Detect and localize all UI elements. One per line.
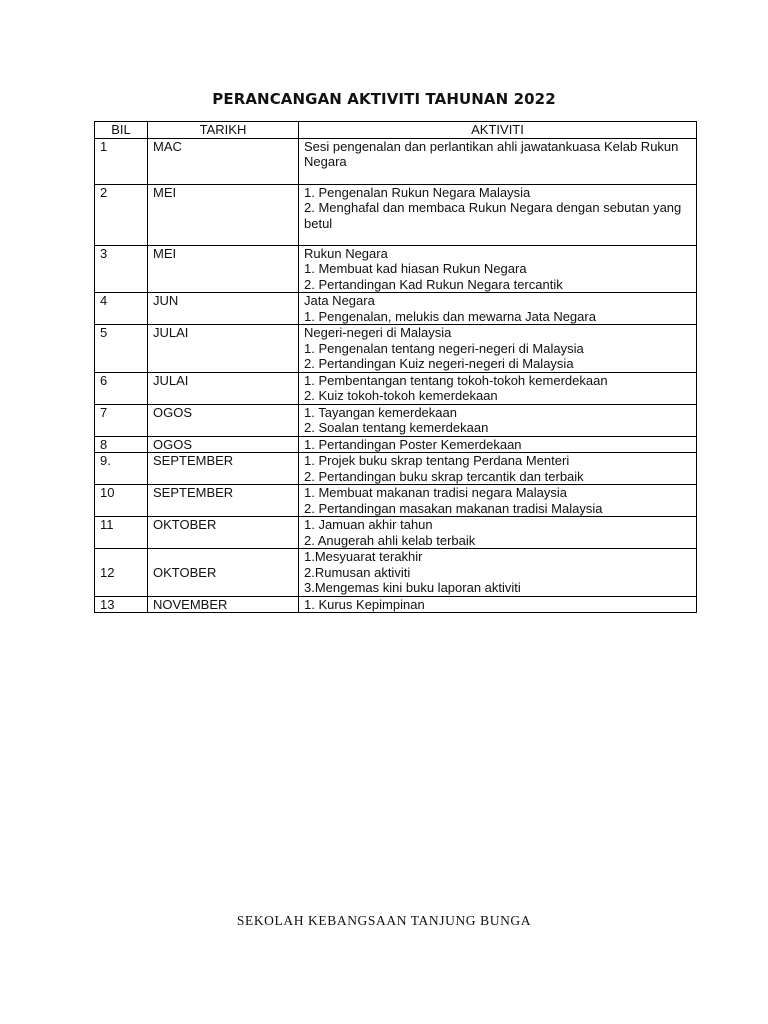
table-header-row — [95, 122, 697, 139]
activity-line: Sesi pengenalan dan perlantikan ahli jawatankuasa Kelab Rukun Negara — [304, 138, 679, 169]
activity-line: 1.Mesyuarat terakhir — [304, 549, 423, 564]
activity-line: 2. Pertandingan masakan makanan tradisi Malaysia — [304, 500, 603, 516]
activity-line: Jata Negara — [304, 293, 375, 308]
activity-line: 2. Pertandingan Kuiz negeri-negeri di Malaysia — [304, 356, 574, 371]
row-bil: 3 — [95, 245, 148, 293]
row-bil: 10 — [95, 485, 148, 517]
row-aktiviti — [299, 453, 697, 485]
row-bil: 6 — [95, 372, 148, 404]
row-aktiviti — [299, 517, 697, 549]
row-bil: 9. — [95, 453, 148, 485]
row-tarikh: MEI — [148, 184, 299, 245]
activity-line: 1. Pengenalan, melukis dan mewarna Jata Negara — [304, 308, 596, 324]
row-tarikh: SEPTEMBER — [148, 453, 299, 485]
row-bil: 4 — [95, 293, 148, 325]
activity-line: 1. Pertandingan Poster Kemerdekaan — [304, 436, 522, 452]
activity-line: 1. Jamuan akhir tahun — [304, 517, 433, 532]
activity-line: 1. Kurus Kepimpinan — [304, 596, 425, 612]
header-aktiviti: AKTIVITI — [299, 122, 697, 139]
school-name-footer: SEKOLAH KEBANGSAAN TANJUNG BUNGA — [236, 913, 532, 928]
activity-line: 2. Soalan tentang kemerdekaan — [304, 420, 489, 435]
row-aktiviti — [299, 293, 697, 325]
activity-line: 2. Menghafal dan membaca Rukun Negara dengan sebutan yang betul — [304, 200, 682, 231]
table-row — [95, 184, 697, 245]
activity-line: 1. Pengenalan Rukun Negara Malaysia — [304, 184, 531, 200]
activity-line: 2.Rumusan aktiviti — [304, 564, 411, 580]
page-title: PERANCANGAN AKTIVITI TAHUNAN 2022 — [212, 90, 556, 108]
row-bil: 13 — [95, 596, 148, 613]
activity-line: 1. Membuat kad hiasan Rukun Negara — [304, 261, 527, 276]
row-aktiviti — [299, 549, 697, 597]
activity-line: Rukun Negara — [304, 245, 388, 261]
row-tarikh: OGOS — [148, 404, 299, 436]
activity-line: 2. Kuiz tokoh-tokoh kemerdekaan — [304, 388, 498, 403]
row-bil: 2 — [95, 184, 148, 245]
activity-line: 2. Pertandingan Kad Rukun Negara tercantik — [304, 276, 563, 292]
row-tarikh: OKTOBER — [148, 517, 299, 549]
table-row — [95, 325, 697, 373]
table-row — [95, 549, 697, 597]
table-row — [95, 436, 697, 453]
row-aktiviti — [299, 436, 697, 453]
table-row — [95, 485, 697, 517]
table-row — [95, 293, 697, 325]
row-tarikh: JULAI — [148, 372, 299, 404]
row-tarikh: OKTOBER — [148, 549, 299, 597]
row-bil: 8 — [95, 436, 148, 453]
activity-line: 1. Pengenalan tentang negeri-negeri di Malaysia — [304, 340, 584, 356]
table-row — [95, 372, 697, 404]
activity-line: 1. Pembentangan tentang tokoh-tokoh kemerdekaan — [304, 372, 608, 388]
row-tarikh: JUN — [148, 293, 299, 325]
row-tarikh: MEI — [148, 245, 299, 293]
header-tarikh: TARIKH — [148, 122, 299, 139]
activity-line: 1. Projek buku skrap tentang Perdana Menteri — [304, 453, 570, 468]
table-row — [95, 138, 697, 184]
table-row — [95, 596, 697, 613]
activity-line: 3.Mengemas kini buku laporan aktiviti — [304, 580, 521, 595]
row-bil: 5 — [95, 325, 148, 373]
row-tarikh: OGOS — [148, 436, 299, 453]
row-bil: 1 — [95, 138, 148, 184]
row-aktiviti — [299, 596, 697, 613]
table-row — [95, 517, 697, 549]
row-tarikh: SEPTEMBER — [148, 485, 299, 517]
header-bil: BIL — [95, 122, 148, 139]
row-tarikh: MAC — [148, 138, 299, 184]
row-bil: 7 — [95, 404, 148, 436]
row-bil: 12 — [95, 549, 148, 597]
activity-line: 2. Anugerah ahli kelab terbaik — [304, 532, 476, 548]
row-aktiviti — [299, 485, 697, 517]
row-bil: 11 — [95, 517, 148, 549]
row-tarikh: JULAI — [148, 325, 299, 373]
row-aktiviti — [299, 184, 697, 245]
row-tarikh: NOVEMBER — [148, 596, 299, 613]
activity-line: 1. Tayangan kemerdekaan — [304, 404, 457, 420]
row-aktiviti — [299, 372, 697, 404]
activity-table — [94, 121, 697, 613]
activity-line: Negeri-negeri di Malaysia — [304, 325, 452, 340]
row-aktiviti — [299, 404, 697, 436]
row-aktiviti — [299, 245, 697, 293]
row-aktiviti — [299, 325, 697, 373]
activity-line: 2. Pertandingan buku skrap tercantik dan terbaik — [304, 468, 584, 484]
table-row — [95, 453, 697, 485]
activity-line: 1. Membuat makanan tradisi negara Malaysia — [304, 485, 568, 500]
table-row — [95, 245, 697, 293]
table-row — [95, 404, 697, 436]
row-aktiviti — [299, 138, 697, 184]
